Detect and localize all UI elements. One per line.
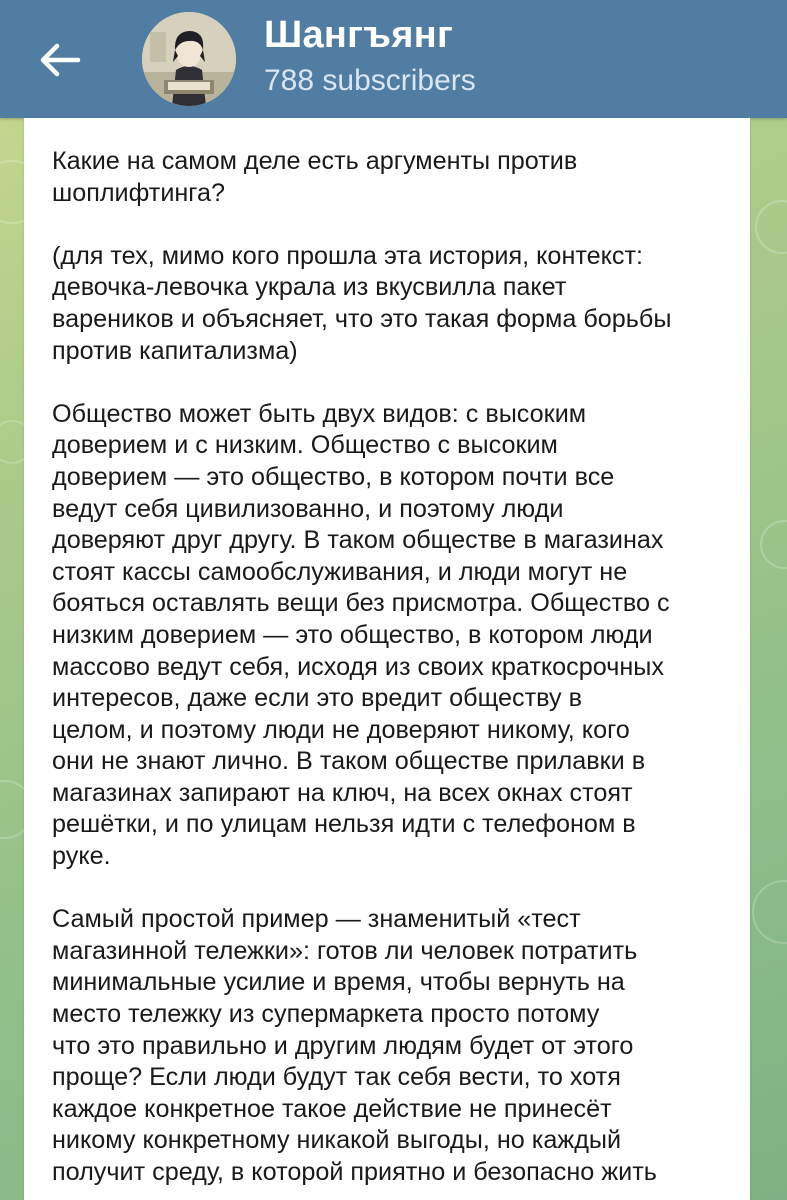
back-button[interactable] [34, 34, 86, 86]
wallpaper-doodle [760, 520, 787, 569]
subscriber-count: 788 subscribers [264, 64, 476, 97]
message-bubble[interactable] [24, 118, 750, 1200]
channel-header [0, 0, 787, 118]
message-paragraph: Общество может быть двух видов: с высоким доверием и с низким. Общество с высоким доверием — это общество, в котором почти все ведут себя цивилизованно, и поэтому люди доверяют друг другу. В таком обществе в магазинах стоят кассы самообслуживания, и люди могут не бояться оставлять вещи без присмотра. Общество с низким доверием — это общество, в котором люди массово ведут себя, исходя из своих краткосрочных интересов, даже если это вредит обществу в целом, и поэтому люди не доверяют никому, кого они не знают лично. В таком обществе прилавки в магазинах запирают на ключ, на всех окнах стоят решётки, и по улицам нельзя идти с телефоном в руке. [52, 399, 670, 871]
avatar-illustration-icon [142, 12, 236, 106]
message-text [52, 146, 732, 1200]
message-paragraph: Какие на самом деле есть аргументы против шоплифтинга? [52, 147, 578, 207]
wallpaper-doodle [755, 200, 787, 254]
channel-title[interactable]: Шангъянг [264, 14, 454, 56]
channel-avatar[interactable] [142, 12, 236, 106]
message-paragraph: (для тех, мимо кого прошла эта история, контекст: девочка-левочка украла из вкусвилла пакет вареников и объясняет, что это такая форма борьбы против капитализма) [52, 241, 672, 365]
arrow-left-icon [38, 42, 82, 78]
message-paragraph: Самый простой пример — знаменитый «тест магазинной тележки»: готов ли человек потратить минимальные усилие и время, чтобы вернуть на место тележку из супермаркета просто потому что это правильно и другим людям будет от этого проще? Если люди будут так себя вести, то хотя каждое конкретное такое действие не принесёт никому конкретному никакой выгоды, но каждый получит среду, в которой приятно и безопасно жить [52, 905, 657, 1186]
wallpaper-doodle [752, 880, 787, 944]
